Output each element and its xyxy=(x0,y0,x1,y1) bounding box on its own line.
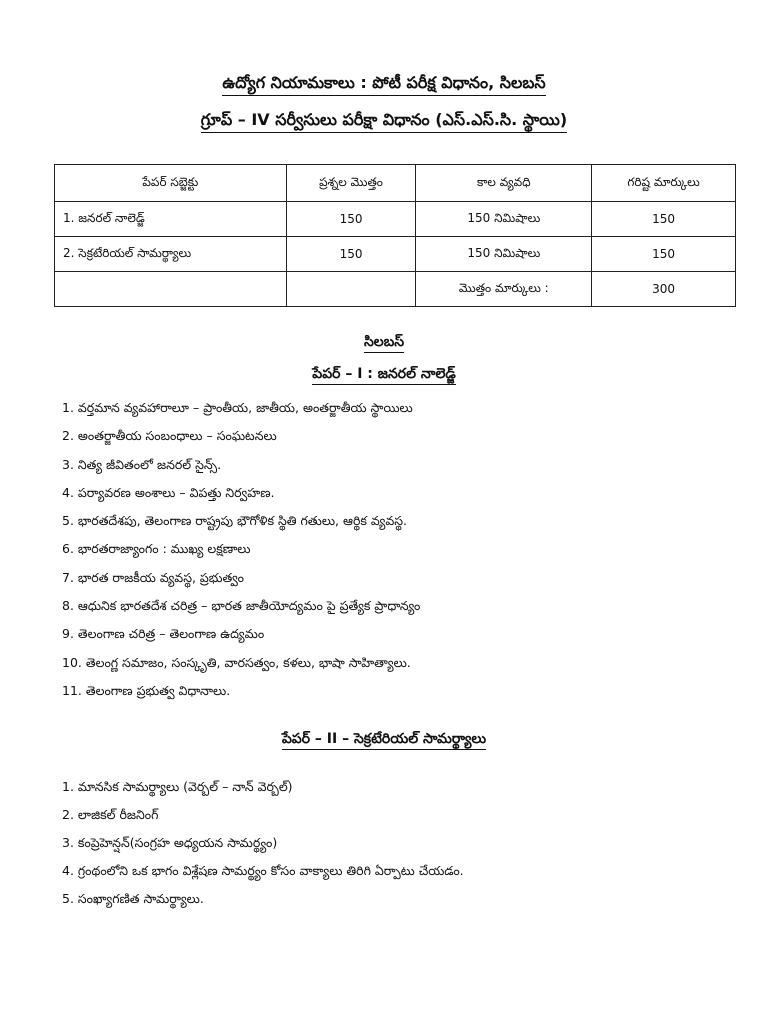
list-item: 1. వర్తమాన వ్యవహారాలూ – ప్రాంతీయ, జాతీయ, అంతర్జాతీయ స్థాయిలు xyxy=(62,400,413,415)
syllabus-heading xyxy=(0,332,768,353)
paper1-heading-text: పేపర్ – I : జనరల్ నాలెడ్జ్ xyxy=(312,364,456,385)
list-item: 10. తెలంగ్ణ సమాజం, సంస్కృతి, వారసత్వం, కళలు, భాషా సాహిత్యాలు. xyxy=(62,654,411,670)
total-marks-value: 300 xyxy=(592,272,736,307)
table-cell-questions: 150 xyxy=(286,202,416,237)
paper2-heading xyxy=(0,729,768,750)
table-cell-empty xyxy=(286,272,416,307)
table-total-row xyxy=(55,272,736,307)
document-subtitle xyxy=(0,109,768,133)
list-item: 7. భారత రాజకీయ వ్యవస్థ, ప్రభుత్వం xyxy=(62,569,244,585)
list-item: 6. భారతరాజ్యాంగం : ముఖ్య లక్షణాలు xyxy=(62,541,251,557)
table-cell-max-marks: 150 xyxy=(592,202,736,237)
table-cell-max-marks: 150 xyxy=(592,237,736,272)
document-title-text: ఉద్యోగ నియామకాలు : పోటీ పరీక్ష విధానం, సిలబస్ xyxy=(222,72,545,96)
syllabus-heading-text: సిలబస్ xyxy=(364,332,404,353)
list-item: 3. నిత్య జీవితంలో జనరల్ సైన్స్. xyxy=(62,456,222,472)
list-item: 4. గ్రంథంలోని ఒక భాగం విశ్లేషణ సామర్థ్యం కోసం వాక్యాలు తిరిగి ఏర్పాటు చేయడం. xyxy=(62,863,464,878)
table-cell-duration: 150 నిమిషాలు xyxy=(416,237,592,272)
paper1-heading xyxy=(0,364,768,385)
document-title xyxy=(0,72,768,96)
table-row xyxy=(55,237,736,272)
list-item: 2. అంతర్జాతీయ సంబంధాలు – సంఘటనలు xyxy=(62,428,277,444)
total-marks-label: మొత్తం మార్కులు : xyxy=(416,272,592,307)
list-item: 5. సంఖ్యాగణిత సామర్థ్యాలు. xyxy=(62,891,204,906)
document-subtitle-text: గ్రూప్ – IV సర్వీసులు పరీక్షా విధానం (ఎస్.ఎస్.సి. స్థాయి) xyxy=(201,109,567,133)
column-header-questions: ప్రశ్నల మొత్తం xyxy=(286,165,416,202)
list-item: 8. ఆధునిక భారతదేశ చరిత్ర – భారత జాతీయోద్యమం పై ప్రత్యేక ప్రాధాన్యం xyxy=(62,598,421,614)
list-item: 3. కంప్రెహెన్షన్(సంగ్రహ అధ్యయన సామర్థ్యం) xyxy=(62,835,278,850)
table-header-row xyxy=(55,165,736,202)
table-cell-subject: 1. జనరల్ నాలెడ్జ్ xyxy=(55,202,287,237)
table-cell-empty xyxy=(55,272,287,307)
table-cell-questions: 150 xyxy=(286,237,416,272)
column-header-duration: కాల వ్యవధి xyxy=(416,165,592,202)
paper2-heading-text: పేపర్ – II – సెక్రటేరియల్ సామర్థ్యాలు xyxy=(282,729,486,750)
table-cell-duration: 150 నిమిషాలు xyxy=(416,202,592,237)
list-item: 11. తెలంగాణ ప్రభుత్వ విధానాలు. xyxy=(62,682,231,698)
paper2-topic-list xyxy=(62,773,464,913)
list-item: 1. మానసిక సామర్థ్యాలు (వెర్బల్ – నాన్ వెర్బల్) xyxy=(62,779,293,794)
list-item: 9. తెలంగాణ చరిత్ర – తెలంగాణ ఉద్యమం xyxy=(62,626,265,642)
exam-pattern-table xyxy=(54,164,736,307)
table-cell-subject: 2. సెక్రటేరియల్ సామర్థ్యాలు xyxy=(55,237,287,272)
list-item: 2. లాజికల్ రీజనింగ్ xyxy=(62,807,159,822)
column-header-max-marks: గరిష్ట మార్కులు xyxy=(592,165,736,202)
table-row xyxy=(55,202,736,237)
paper1-topic-list xyxy=(62,394,420,705)
column-header-subject: పేపర్ సబ్జెక్టు xyxy=(55,165,287,202)
list-item: 4. పర్యావరణ అంశాలు – విపత్తు నిర్వహణ. xyxy=(62,484,275,500)
list-item: 5. భారతదేశపు, తెలంగాణ రాష్ట్రపు భౌగోళిక స్థితి గతులు, ఆర్థిక వ్యవస్థ. xyxy=(62,513,407,529)
